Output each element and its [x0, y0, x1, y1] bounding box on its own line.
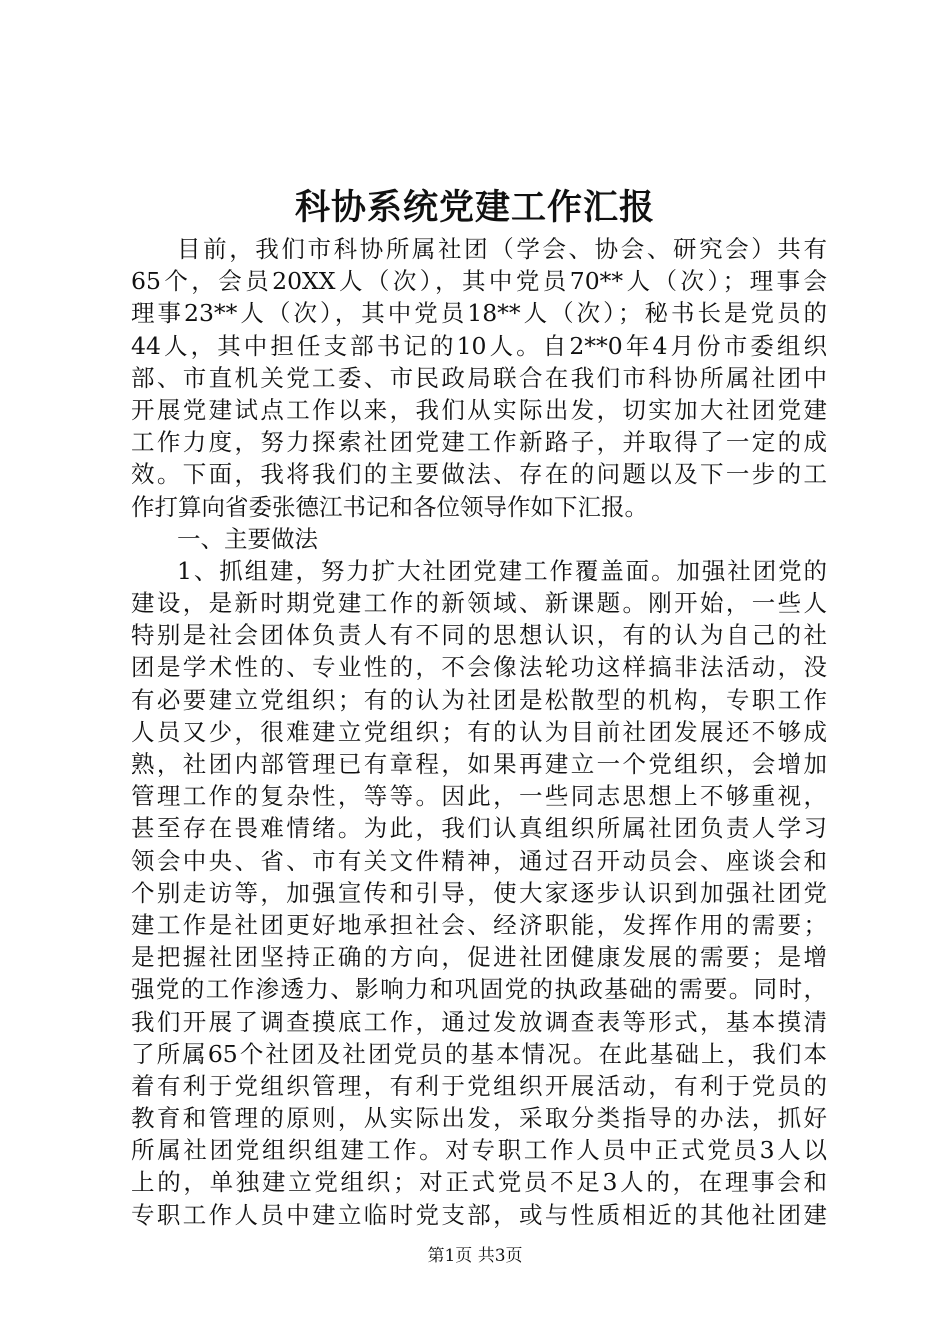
body-line: 领会中央、省、市有关文件精神，通过召开动员会、座谈会和: [131, 846, 827, 875]
document-body: [131, 233, 827, 1231]
body-line: 特别是社会团体负责人有不同的思想认识，有的认为自己的社: [131, 621, 827, 650]
body-line: 1、抓组建，努力扩大社团党建工作覆盖面。加强社团党的: [177, 556, 827, 585]
body-line: 上的，单独建立党组织；对正式党员不足3人的，在理事会和: [131, 1168, 827, 1197]
body-line: 甚至存在畏难情绪。为此，我们认真组织所属社团负责人学习: [131, 814, 827, 843]
page-footer: 第1页 共3页: [427, 1246, 523, 1266]
body-line: 建工作是社团更好地承担社会、经济职能，发挥作用的需要；: [131, 910, 827, 939]
body-line: 我们开展了调查摸底工作，通过发放调查表等形式，基本摸清: [131, 1007, 827, 1036]
body-line: 了所属65个社团及社团党员的基本情况。在此基础上，我们本: [131, 1039, 827, 1068]
body-line: 教育和管理的原则，从实际出发，采取分类指导的办法，抓好: [131, 1104, 827, 1133]
body-line: 有必要建立党组织；有的认为社团是松散型的机构，专职工作: [131, 685, 827, 714]
body-line: 建设，是新时期党建工作的新领域、新课题。刚开始，一些人: [131, 589, 827, 618]
body-line: 开展党建试点工作以来，我们从实际出发，切实加大社团党建: [131, 395, 827, 424]
body-line: 目前，我们市科协所属社团（学会、协会、研究会）共有: [177, 235, 827, 263]
body-line: 是把握社团坚持正确的方向，促进社团健康发展的需要；是增: [131, 943, 827, 972]
body-line: 团是学术性的、专业性的，不会像法轮功这样搞非法活动，没: [131, 653, 827, 682]
body-line: 工作力度，努力探索社团党建工作新路子，并取得了一定的成: [131, 428, 827, 457]
body-line: 人员又少，很难建立党组织；有的认为目前社团发展还不够成: [131, 717, 827, 746]
body-line: 65个，会员20XX人（次），其中党员70**人（次）；理事会: [131, 267, 827, 296]
body-line: 作打算向省委张德江书记和各位领导作如下汇报。: [131, 492, 648, 521]
body-line: 理事23**人（次），其中党员18**人（次）；秘书长是党员的: [131, 299, 827, 328]
body-line: 着有利于党组织管理，有利于党组织开展活动，有利于党员的: [131, 1071, 827, 1100]
body-line: 所属社团党组织组建工作。对专职工作人员中正式党员3人以: [131, 1136, 827, 1165]
body-line: 强党的工作渗透力、影响力和巩固党的执政基础的需要。同时，: [131, 975, 827, 1004]
body-line: 效。下面，我将我们的主要做法、存在的问题以及下一步的工: [131, 460, 827, 489]
body-line: 个别走访等，加强宣传和引导，使大家逐步认识到加强社团党: [131, 878, 827, 907]
body-line: 管理工作的复杂性，等等。因此，一些同志思想上不够重视，: [131, 782, 827, 811]
body-line: 熟，社团内部管理已有章程，如果再建立一个党组织，会增加: [131, 750, 827, 778]
body-line: 部、市直机关党工委、市民政局联合在我们市科协所属社团中: [131, 363, 827, 392]
body-line: 专职工作人员中建立临时党支部，或与性质相近的其他社团建: [131, 1200, 827, 1229]
document-title: 科协系统党建工作汇报: [294, 187, 655, 228]
body-line: 44人，其中担任支部书记的10人。自2**0年4月份市委组织: [131, 331, 827, 360]
section-heading: 一、主要做法: [177, 524, 318, 553]
